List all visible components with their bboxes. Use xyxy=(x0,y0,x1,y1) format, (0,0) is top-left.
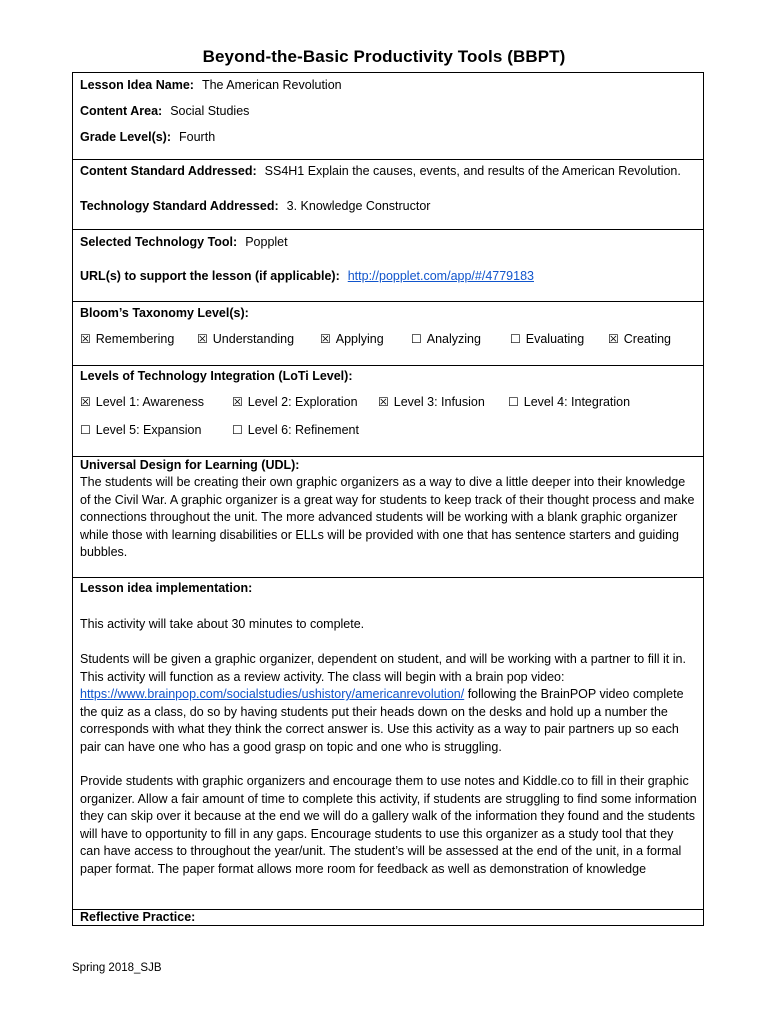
reflective-section xyxy=(73,910,703,925)
brainpop-link[interactable]: https://www.brainpop.com/socialstudies/ushistory/americanrevolution/ xyxy=(80,687,465,702)
grade-level-label: Grade Level(s): xyxy=(80,130,172,144)
checkbox-icon[interactable]: ☒ xyxy=(197,332,208,346)
content-area-value: Social Studies xyxy=(170,104,250,118)
technology-tool-section xyxy=(73,230,703,302)
option-label: Level 2: Exploration xyxy=(247,395,358,409)
blooms-remembering[interactable] xyxy=(80,332,174,347)
option-label: Creating xyxy=(623,332,672,346)
tool-label: Selected Technology Tool: xyxy=(80,235,238,249)
checkbox-icon[interactable]: ☐ xyxy=(508,395,519,409)
content-area-label: Content Area: xyxy=(80,104,163,118)
blooms-creating[interactable] xyxy=(608,332,671,347)
checkbox-icon[interactable]: ☐ xyxy=(510,332,521,346)
technology-standard-value: 3. Knowledge Constructor xyxy=(286,199,431,213)
loti-level-2[interactable] xyxy=(232,395,358,410)
lesson-table xyxy=(72,72,704,926)
loti-level-6[interactable] xyxy=(232,423,359,438)
checkbox-icon[interactable]: ☒ xyxy=(80,395,91,409)
blooms-evaluating[interactable] xyxy=(510,332,584,347)
technology-standard-label: Technology Standard Addressed: xyxy=(80,199,279,213)
reflective-label: Reflective Practice: xyxy=(80,910,196,924)
option-label: Evaluating xyxy=(525,332,585,346)
lesson-idea-label: Lesson Idea Name: xyxy=(80,78,194,92)
checkbox-icon[interactable]: ☒ xyxy=(378,395,389,409)
content-standard-value: SS4H1 Explain the causes, events, and results of the American Revolution. xyxy=(264,164,681,178)
loti-level-1[interactable] xyxy=(80,395,204,410)
option-label: Applying xyxy=(335,332,384,346)
implementation-duration: This activity will take about 30 minutes to complete. xyxy=(80,617,365,631)
blooms-analyzing[interactable] xyxy=(411,332,481,347)
popplet-link[interactable]: http://popplet.com/app/#/4779183 xyxy=(347,269,534,283)
loti-level-5[interactable] xyxy=(80,423,201,438)
option-label: Level 6: Refinement xyxy=(247,423,359,437)
option-label: Level 5: Expansion xyxy=(95,423,202,437)
checkbox-icon[interactable]: ☒ xyxy=(608,332,619,346)
option-label: Analyzing xyxy=(426,332,481,346)
grade-level-value: Fourth xyxy=(179,130,216,144)
checkbox-icon[interactable]: ☐ xyxy=(80,423,91,437)
standards-section xyxy=(73,160,703,230)
implementation-paragraph-3: Provide students with graphic organizers and encourage them to use notes and Kiddle.co to fill in their graphic organizer. Allow a fair amount of time to complete this activity, if students are struggling to find some information they can skip over it because at the end we will do a gallery walk of the information they found and the students will have to opportunity to fill in any gaps. Encourage students to use this organizer as a study tool that they can have access to throughout the year/unit. The student’s will be assessed at the end of the unit, in a formal paper format. The paper format allows more room for feedback as well as demonstration of knowledge xyxy=(80,774,697,876)
udl-label: Universal Design for Learning (UDL): xyxy=(80,458,300,472)
blooms-understanding[interactable] xyxy=(197,332,294,347)
checkbox-icon[interactable]: ☒ xyxy=(320,332,331,346)
option-label: Level 3: Infusion xyxy=(393,395,485,409)
grade-level-row xyxy=(80,130,215,145)
udl-section xyxy=(73,457,703,578)
tool-row xyxy=(80,235,288,250)
checkbox-icon[interactable]: ☒ xyxy=(232,395,243,409)
option-label: Remembering xyxy=(95,332,175,346)
implementation-section xyxy=(73,578,703,910)
blooms-section xyxy=(73,302,703,366)
paragraph-text: Students will be given a graphic organizer, dependent on student, and will be working with a partner to fill it in. This activity will function as a review activity. The class will begin with a brain pop video: xyxy=(80,652,686,684)
option-label: Understanding xyxy=(212,332,295,346)
implementation-paragraph-2 xyxy=(80,651,697,757)
blooms-applying[interactable] xyxy=(320,332,384,347)
checkbox-icon[interactable]: ☒ xyxy=(80,332,91,346)
technology-standard-row xyxy=(80,199,430,214)
loti-level-4[interactable] xyxy=(508,395,630,410)
implementation-label: Lesson idea implementation: xyxy=(80,581,253,595)
lesson-idea-value: The American Revolution xyxy=(201,78,342,92)
page-footer: Spring 2018_SJB xyxy=(72,962,162,974)
blooms-label: Bloom’s Taxonomy Level(s): xyxy=(80,306,249,320)
loti-level-3[interactable] xyxy=(378,395,485,410)
checkbox-icon[interactable]: ☐ xyxy=(232,423,243,437)
lesson-info-section xyxy=(73,73,703,160)
udl-text: The students will be creating their own graphic organizers as a way to dive a little deeper into their knowledge of the Civil War. A graphic organizer is a great way for students to keep track of their thought process and make connections throughout the unit. The more advanced students will be working with a blank graphic organizer while those with learning disabilities or ELLs will be provided with one that has sentence starters and guiding bubbles. xyxy=(80,475,695,560)
option-label: Level 4: Integration xyxy=(523,395,631,409)
checkbox-icon[interactable]: ☐ xyxy=(411,332,422,346)
content-standard-label: Content Standard Addressed: xyxy=(80,164,257,178)
url-row xyxy=(80,269,534,284)
url-label: URL(s) to support the lesson (if applicable): xyxy=(80,269,340,283)
lesson-idea-row xyxy=(80,78,342,93)
document-title: Beyond-the-Basic Productivity Tools (BBPT) xyxy=(202,47,566,66)
loti-section xyxy=(73,366,703,457)
option-label: Level 1: Awareness xyxy=(95,395,204,409)
content-area-row xyxy=(80,104,249,119)
paragraph-text: following the BrainPOP video complete the quiz as a class, do so by having students put their heads down on the desks and hold up a number the corresponds with what they think the correct answer is. Use this activity as a way to pair partners up so each pair can have one who has a good grasp on topic and one who is struggling. xyxy=(80,687,684,754)
loti-label: Levels of Technology Integration (LoTi Level): xyxy=(80,369,353,383)
content-standard-row xyxy=(80,164,681,179)
tool-value: Popplet xyxy=(245,235,288,249)
